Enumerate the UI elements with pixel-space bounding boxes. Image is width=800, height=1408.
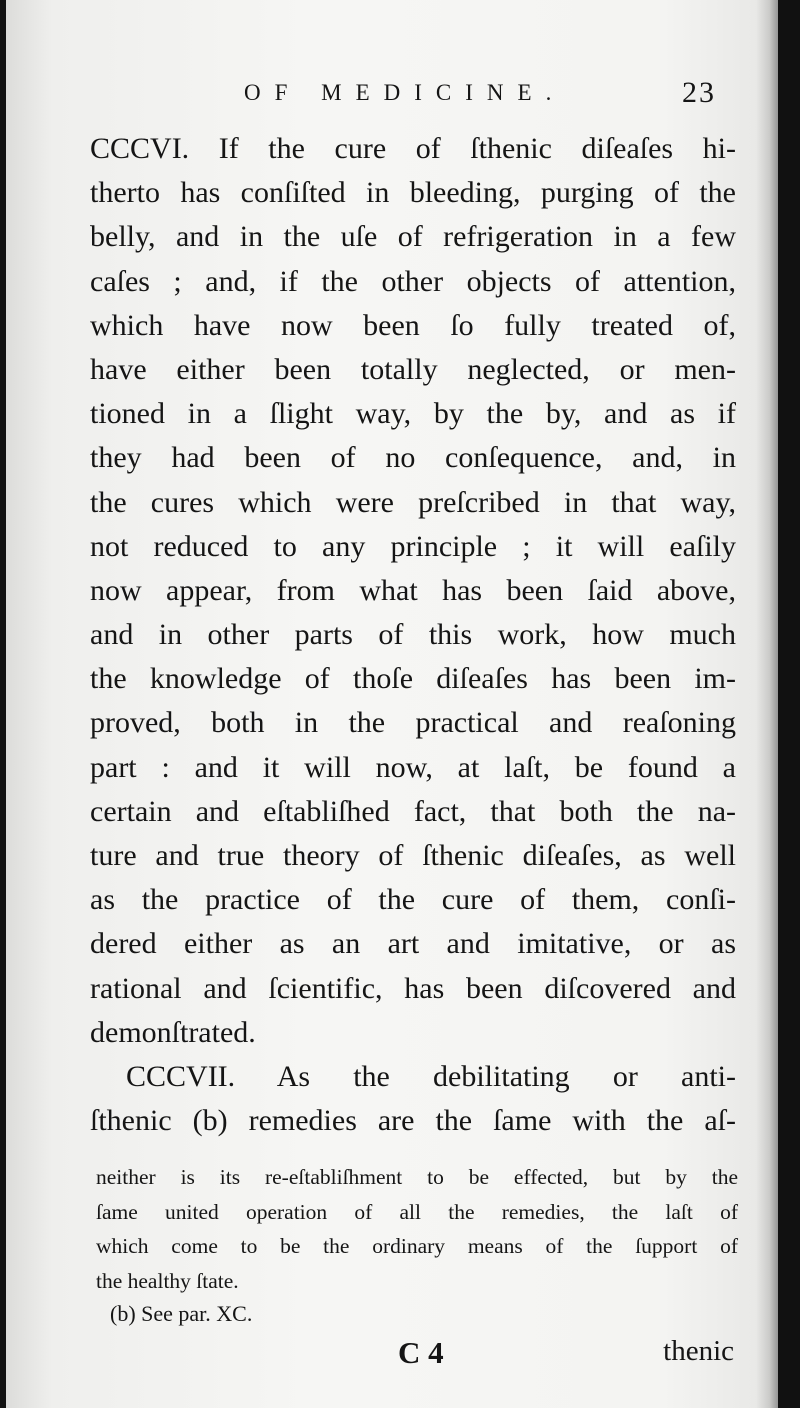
main-text [90, 127, 736, 1143]
text-line: certain and eſtabliſhed fact, that both the na- [90, 794, 736, 828]
footnote-line: ſame united operation of all the remedies, the laſt of [96, 1199, 738, 1224]
text-line: therto has conſiſted in bleeding, purging of the [90, 176, 736, 210]
page-number: 23 [682, 76, 716, 109]
text-line: belly, and in the uſe of refrigeration in a few [90, 220, 736, 254]
text-line: not reduced to any principle ; it will eaſily [90, 529, 736, 563]
text-line: which have now been ſo fully treated of, [90, 308, 736, 342]
text-line: proved, both in the practical and reaſoning [90, 706, 736, 740]
text-line: the knowledge of thoſe diſeaſes has been im- [90, 662, 736, 696]
text-line: now appear, from what has been ſaid above, [90, 573, 736, 607]
page-header [244, 76, 716, 116]
text-line: the cures which were preſcribed in that way, [90, 485, 736, 519]
text-line: tioned in a ſlight way, by the by, and as if [90, 397, 736, 431]
text-line: as the practice of the cure of them, conſi- [90, 883, 736, 917]
footnote-line: neither is its re-eſtabliſhment to be effected, but by the [96, 1165, 738, 1189]
text-line: rational and ſcientific, has been diſcovered and [90, 971, 736, 1005]
running-title: OF MEDICINE. [244, 80, 566, 105]
footnote-reference: (b) See par. XC. [110, 1301, 253, 1326]
text-line: caſes ; and, if the other objects of attention, [90, 264, 736, 298]
text-line: dered either as an art and imitative, or as [90, 927, 736, 961]
text-line: demonſtrated. [90, 1015, 256, 1049]
footnote-line: the healthy ſtate. [96, 1268, 239, 1293]
catchword: thenic [663, 1335, 734, 1367]
signature-mark: C 4 [398, 1335, 444, 1370]
text-line: part : and it will now, at laſt, be found a [90, 750, 736, 784]
footnote-line: which come to be the ordinary means of the ſupport of [96, 1234, 738, 1258]
text-line: they had been of no conſequence, and, in [90, 441, 736, 475]
book-page [6, 0, 778, 1408]
text-line: have either been totally neglected, or men- [90, 352, 736, 386]
text-line: ſthenic (b) remedies are the ſame with the aſ- [90, 1104, 736, 1138]
text-line: and in other parts of this work, how much [90, 618, 736, 652]
page-edge-shadow [756, 0, 778, 1408]
text-line: CCCVI. If the cure of ſthenic diſeaſes hi- [90, 132, 736, 165]
footnote-block [96, 1160, 738, 1298]
text-line: CCCVII. As the debilitating or anti- [126, 1059, 736, 1093]
text-line: ture and true theory of ſthenic diſeaſes, as well [90, 839, 736, 872]
